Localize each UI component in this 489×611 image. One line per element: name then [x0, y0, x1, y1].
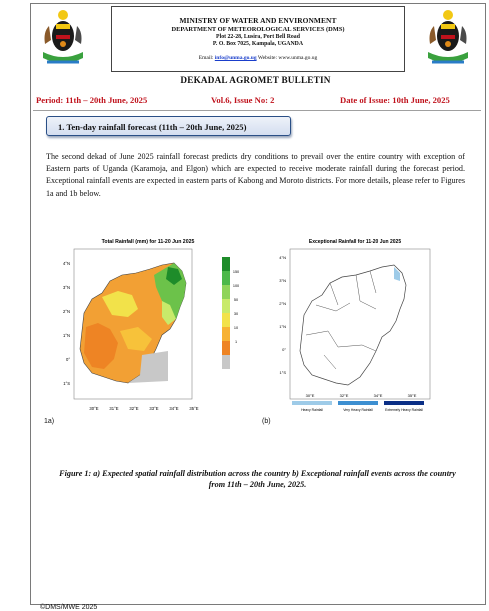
x-tick-label: 33°E: [149, 406, 159, 411]
header-divider: [33, 110, 481, 111]
legend-swatch: [384, 401, 424, 405]
y-tick-label: 1°N: [279, 324, 286, 329]
figure-1a-label: 1a): [44, 418, 55, 425]
exceptional-legend: [292, 401, 424, 412]
contact-line: [112, 55, 404, 61]
legend-label: Extremely Heavy Rainfall: [385, 408, 423, 412]
legend-swatch: [338, 401, 378, 405]
legend-label: Heavy Rainfall: [301, 408, 323, 412]
legend-value: 10: [233, 326, 239, 330]
department-name: DEPARTMENT OF METEOROLOGICAL SERVICES (DMS): [171, 26, 345, 33]
figure-1b-exceptional-map: [276, 235, 434, 415]
x-tick-labels: [89, 406, 198, 411]
x-tick-label: 34°E: [169, 406, 179, 411]
y-tick-label: 1°S: [279, 370, 286, 375]
bulletin-period: Period: 11th – 20th June, 2025: [36, 95, 148, 105]
website-label: Website:: [257, 55, 277, 61]
y-tick-label: 2°N: [62, 309, 70, 314]
footer-copyright: ©DMS/MWE 2025: [40, 604, 98, 611]
x-tick-label: 30°E: [89, 406, 99, 411]
bulletin-issue: Vol.6, Issue No: 2: [211, 95, 275, 105]
y-tick-label: 3°N: [62, 285, 70, 290]
x-tick-label: 32°E: [339, 393, 349, 398]
y-tick-label: 3°N: [279, 278, 286, 283]
legend-value: 50: [233, 298, 239, 302]
section-heading: 1. Ten-day rainfall forecast (11th – 20th June, 2025): [46, 116, 291, 136]
figure-1a-title: Total Rainfall (mm) for 11-20 Jun 2025: [101, 239, 195, 245]
bulletin-title: DEKADAL AGROMET BULLETIN: [180, 75, 331, 85]
legend-label: Very Heavy Rainfall: [343, 408, 373, 412]
y-tick-labels: [63, 261, 70, 386]
plot-address: Plot 22-28, Lusira, Port Bell Road: [216, 34, 300, 40]
figure-1a-rainfall-map: [58, 235, 238, 415]
legend-value: 150: [232, 270, 240, 274]
y-tick-label: 0°: [65, 357, 70, 362]
email-link[interactable]: info@unma.go.ug: [214, 55, 257, 61]
y-tick-label: 0°: [282, 347, 286, 352]
y-tick-label: 1°S: [63, 381, 70, 386]
forecast-paragraph: The second dekad of June 2025 rainfall forecast predicts dry conditions to prevail over the entire country with exception of Eastern parts of Uganda (Karamoja, and Elgon) which are expected to receive moderate rainfall during the forecast period. Exceptional rainfall events are expected in eastern parts of Kabong and Moroto districts. For more details, please refer to Figures 1a and 1b below.: [46, 152, 465, 198]
figure-caption: Figure 1: a) Expected spatial rainfall distribution across the country b) Exceptional rainfall events across the country from 11th – 20th June, 2025.: [59, 469, 456, 490]
x-tick-label: 32°E: [129, 406, 139, 411]
coat-of-arms-right: [420, 6, 476, 70]
legend-swatch: [292, 401, 332, 405]
x-tick-label: 35°E: [189, 406, 199, 411]
figure-1b-label: (b): [262, 418, 271, 425]
coat-of-arms-left: [35, 6, 91, 70]
y-tick-label: 2°N: [279, 301, 286, 306]
x-tick-label: 35°E: [407, 393, 417, 398]
x-tick-label: 30°E: [305, 393, 315, 398]
y-tick-label: 4°N: [279, 255, 286, 260]
figure-1b-title: Exceptional Rainfall for 11-20 Jun 2025: [308, 239, 402, 245]
letterhead: [33, 6, 478, 72]
x-tick-label: 34°E: [373, 393, 383, 398]
po-box: P. O. Box 7025, Kampala, UGANDA: [212, 41, 304, 47]
legend-value: 30: [233, 312, 239, 316]
legend-value: 1: [234, 340, 238, 344]
website-link[interactable]: www.unma.go.ug: [278, 55, 318, 61]
y-tick-label: 1°N: [62, 333, 70, 338]
letterhead-box: [111, 6, 405, 72]
bulletin-issue-date: Date of Issue: 10th June, 2025: [340, 95, 450, 105]
rainfall-legend: [222, 257, 230, 369]
email-label: Email:: [198, 55, 214, 61]
y-tick-labels: [279, 255, 286, 375]
ministry-name: MINISTRY OF WATER AND ENVIRONMENT: [179, 16, 337, 25]
legend-value: 100: [232, 284, 240, 288]
x-tick-label: 31°E: [109, 406, 119, 411]
y-tick-label: 4°N: [62, 261, 70, 266]
